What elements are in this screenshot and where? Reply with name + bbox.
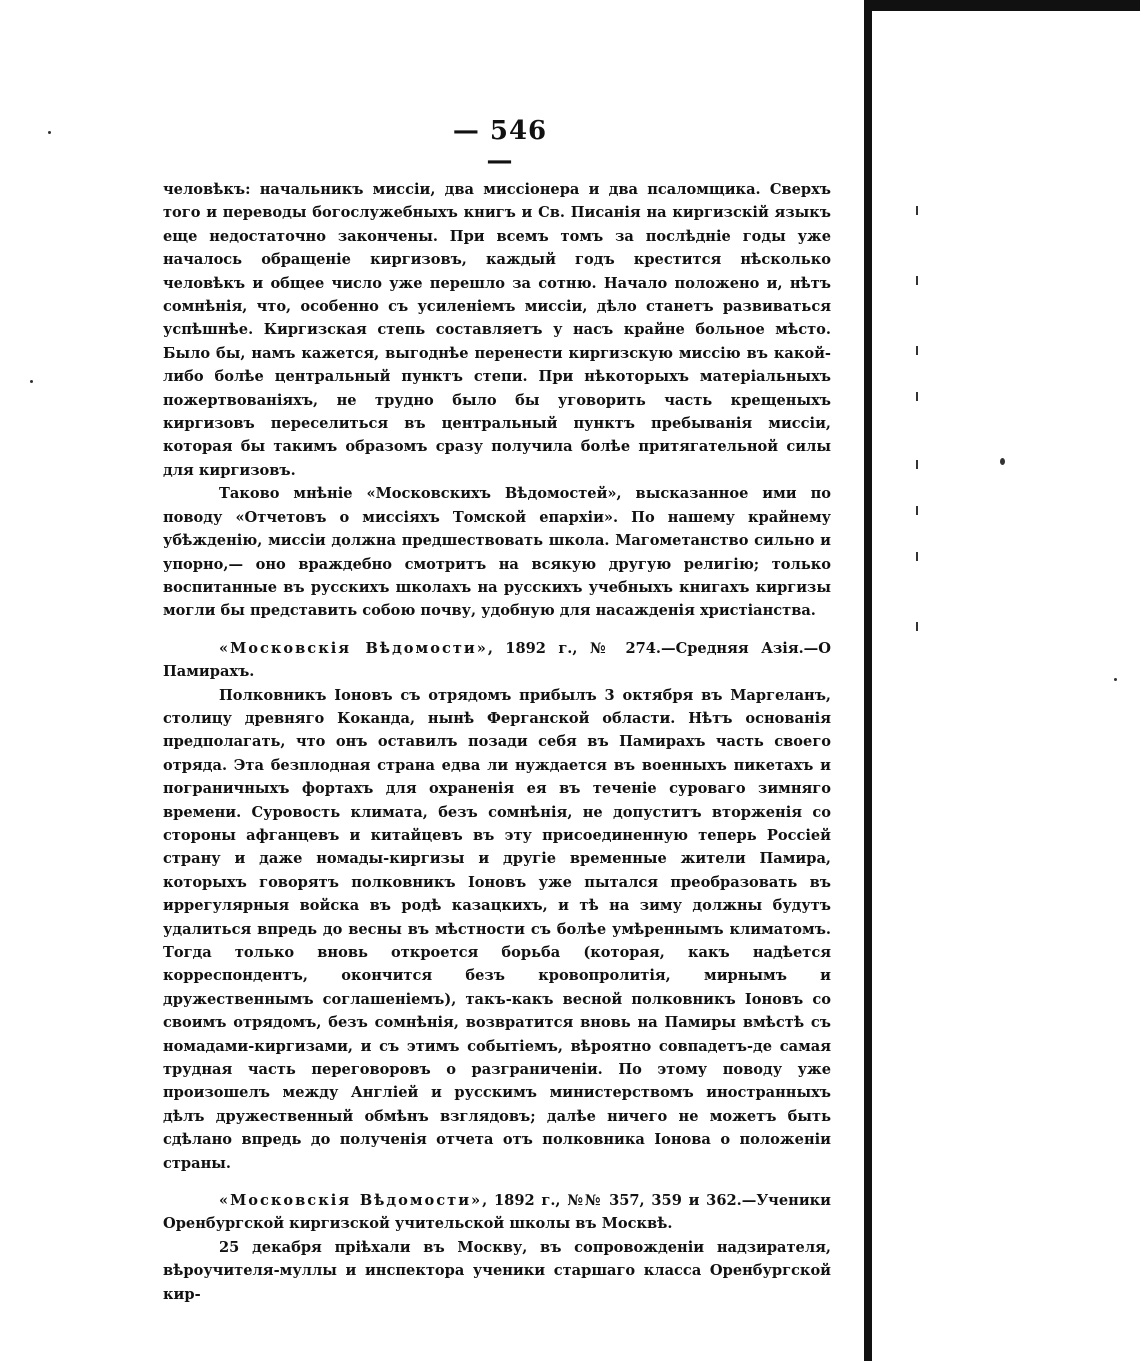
- section-gap: [163, 1175, 831, 1189]
- scan-speck: [48, 131, 51, 134]
- newspaper-title: «Московскія Вѣдомости»: [219, 1192, 483, 1210]
- margin-mark: [916, 552, 918, 561]
- margin-mark: [916, 206, 918, 215]
- source-details: , 1892 г., №№ 357, 359 и 362.—Ученики Оренбургской киргизской учительской школы въ Москвѣ.: [163, 1192, 832, 1233]
- section-gap: [163, 623, 831, 637]
- margin-mark: [916, 460, 918, 469]
- scan-speck: [1000, 458, 1005, 465]
- scan-top-edge: [868, 0, 1140, 11]
- paragraph: человѣкъ: начальникъ миссіи, два миссіонера и два псаломщика. Сверхъ того и переводы богослужебныхъ книгъ и Св. Писанія на киргизскій языкъ еще недостаточно закончены. При всемъ томъ за послѣдніе годы уже началось обращеніе киргизовъ, каждый годъ крестится нѣсколько человѣкъ и общее число уже перешло за сотню. Начало положено и, нѣтъ сомнѣнія, что, особенно съ усиленіемъ миссіи, дѣло станетъ развиваться успѣшнѣе. Киргизская степь составляетъ у насъ крайне больное мѣсто. Было бы, намъ кажется, выгоднѣе перенести киргизскую миссію въ какой-либо болѣе центральный пунктъ степи. При нѣкоторыхъ матеріальныхъ пожертвованіяхъ, не трудно было бы уговорить часть крещеныхъ киргизовъ переселиться въ центральный пунктъ пребыванія миссіи, которая бы такимъ образомъ сразу получила болѣе притягательной силы для киргизовъ.: [163, 181, 831, 479]
- scan-binding-edge: [864, 0, 872, 1361]
- newspaper-title: «Московскія Вѣдомости»: [219, 639, 488, 657]
- scan-speck: [1114, 678, 1117, 681]
- margin-mark: [916, 276, 918, 285]
- scan-speck: [30, 380, 33, 383]
- source-details: , 1892 г., № 274.—Средняя Азія.—О Памирахъ.: [163, 639, 831, 681]
- margin-mark: [916, 622, 918, 631]
- page-number: — 546 —: [452, 116, 548, 176]
- page-body: [163, 178, 831, 1306]
- paragraph: Таково мнѣніе «Московскихъ Вѣдомостей», высказанное ими по поводу «Отчетовъ о миссіяхъ Томской епархіи». По нашему крайнему убѣжденію, миссіи должна предшествовать школа. Магометанство сильно и упорно,— оно враждебно смотритъ на всякую другую религію; только воспитанные въ русскихъ школахъ на русскихъ учебныхъ книгахъ киргизы могли бы представить собою почву, удобную для насажденія христіанства.: [163, 485, 831, 620]
- margin-mark: [916, 346, 918, 355]
- source-heading: [163, 637, 831, 684]
- source-heading: [163, 1189, 831, 1236]
- paragraph: Полковникъ Іоновъ съ отрядомъ прибылъ 3 октября въ Маргеланъ, столицу древняго Коканда, нынѣ Ферганской области. Нѣтъ основанія предполагать, что онъ оставилъ позади себя въ Памирахъ часть своего отряда. Эта безплодная страна едва ли нуждается въ военныхъ пикетахъ и пограничныхъ фортахъ для охраненія ея въ теченіе суроваго зимняго времени. Суровость климата, безъ сомнѣнія, не допуститъ вторженія со стороны афганцевъ и китайцевъ въ эту присоединенную теперь Россіей страну и даже номады-киргизы и другіе временные жители Памира, которыхъ говорятъ полковникъ Іоновъ уже пытался преобразовать въ иррегулярныя войска въ родѣ казацкихъ, и тѣ на зиму должны будутъ удалиться впредь до весны въ мѣстности съ болѣе умѣреннымъ климатомъ. Тогда только вновь откроется борьба (которая, какъ надѣется корреспондентъ, окончится безъ кровопролитія, мирнымъ и дружественнымъ соглашеніемъ), такъ-какъ весной полковникъ Іоновъ со своимъ отрядомъ, безъ сомнѣнія, возвратится вновь на Памиры вмѣстѣ съ номадами-киргизами, и съ этимъ событіемъ, вѣроятно совпадетъ-де самая трудная часть переговоровъ о разграниченіи. По этому поводу уже произошелъ между Англіей и русскимъ министерствомъ иностранныхъ дѣлъ дружественный обмѣнъ взглядовъ; далѣе ничего не можетъ быть сдѣлано впредь до полученія отчета отъ полковника Іонова о положеніи страны.: [163, 686, 831, 1172]
- margin-mark: [916, 392, 918, 401]
- paragraph: 25 декабря пріѣхали въ Москву, въ сопровожденіи надзирателя, вѣроучителя-муллы и инспектора ученики старшаго класса Оренбургской кир-: [163, 1238, 831, 1303]
- margin-mark: [916, 506, 918, 515]
